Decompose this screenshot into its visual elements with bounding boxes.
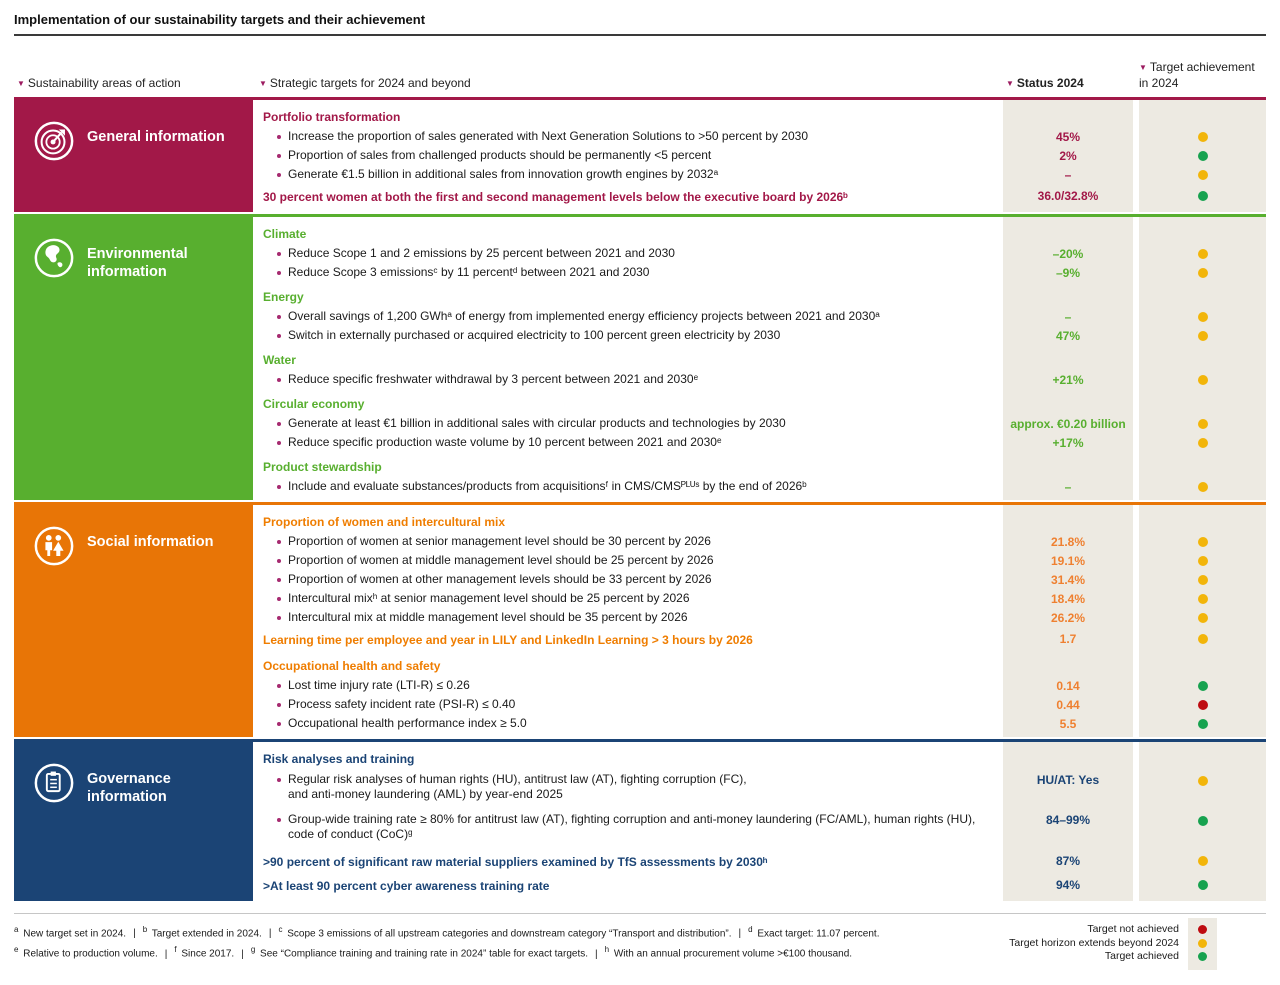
target-row [263, 433, 1003, 452]
status-value [1005, 282, 1131, 307]
column-header-status [1003, 76, 1133, 90]
status-value: +17% [1052, 435, 1084, 450]
page-title: Implementation of our sustainability targets and their achievement [14, 12, 1266, 36]
achievement-cell [1139, 676, 1266, 695]
status-dot-yellow [1198, 419, 1208, 429]
status-dot-yellow [1198, 268, 1208, 278]
bullet-icon [277, 703, 281, 707]
table-header-row [14, 60, 1266, 90]
target-text: Reduce Scope 3 emissionsᶜ by 11 percentᵈ between 2021 and 2030 [288, 265, 650, 279]
bullet-icon [277, 485, 281, 489]
achievement-cell [1139, 263, 1266, 282]
bullet-icon [277, 441, 281, 445]
target-text: Proportion of women and intercultural mix [263, 515, 506, 529]
target-text: Generate €1.5 billion in additional sales from innovation growth engines by 2032ᵃ [288, 167, 719, 181]
bullet-icon [277, 135, 281, 139]
achievement-cell [1139, 714, 1266, 733]
achievement-column [1139, 505, 1266, 737]
target-text: Intercultural mix at middle management level should be 35 percent by 2026 [288, 610, 688, 624]
footnote-marker: h [604, 945, 610, 955]
legend-label: Target horizon extends beyond 2024 [1009, 936, 1179, 949]
target-row [263, 414, 1003, 433]
target-row [263, 695, 1003, 714]
footnote-text: Relative to production volume. [20, 948, 158, 960]
footnote-marker: a [14, 925, 19, 934]
achievement-column [1139, 742, 1266, 901]
target-text: Reduce Scope 1 and 2 emissions by 25 percent between 2021 and 2030 [288, 246, 675, 260]
target-text: Circular economy [263, 397, 365, 411]
target-row [263, 184, 1003, 208]
globe-icon [33, 237, 75, 279]
footnote-separator: | [268, 928, 272, 940]
legend-dot-green [1198, 952, 1207, 961]
status-column [1003, 100, 1133, 212]
target-text: >90 percent of significant raw material suppliers examined by TfS assessments by 2030ʰ [263, 855, 768, 869]
target-subhead [263, 219, 1003, 244]
target-text: Climate [263, 227, 307, 241]
footnote-text: Scope 3 emissions of all upstream categories and downstream category “Transport and distribution”. [284, 928, 732, 940]
status-dot-yellow [1198, 575, 1208, 585]
achievement-cell [1139, 873, 1266, 897]
status-dot-yellow [1198, 776, 1208, 786]
status-value [1005, 389, 1131, 414]
target-text [288, 772, 747, 802]
achievement-cell [1139, 282, 1266, 307]
status-column [1003, 505, 1133, 737]
footnote-line [14, 922, 954, 942]
sort-triangle-icon: ▼ [17, 79, 25, 88]
target-row [263, 532, 1003, 551]
column-header-status-label: Status 2024 [1016, 76, 1084, 90]
target-row [263, 263, 1003, 282]
target-row [263, 244, 1003, 263]
target-row [263, 146, 1003, 165]
status-dot-yellow [1198, 634, 1208, 644]
status-value: – [1064, 309, 1072, 324]
target-text: Reduce specific freshwater withdrawal by 3 percent between 2021 and 2030ᵉ [288, 372, 699, 386]
achievement-cell [1139, 452, 1266, 477]
status-value: 0.44 [1056, 697, 1080, 712]
legend-dot-yellow [1198, 939, 1207, 948]
target-subhead [263, 282, 1003, 307]
status-value [1005, 102, 1131, 127]
section-governance [14, 739, 1266, 901]
status-value: 87% [1055, 854, 1081, 868]
status-dot-yellow [1198, 594, 1208, 604]
status-value: 31.4% [1050, 572, 1086, 587]
target-text: Overall savings of 1,200 GWhᵃ of energy from implemented energy efficiency projects between 2021 and 2030ᵃ [288, 309, 880, 323]
target-text: Lost time injury rate (LTI-R) ≤ 0.26 [288, 678, 470, 692]
achievement-cell [1139, 849, 1266, 873]
achievement-cell [1139, 651, 1266, 676]
achievement-cell [1139, 551, 1266, 570]
footnote-separator: | [595, 948, 598, 960]
column-header-achievement-line1: Target achievement [1149, 60, 1255, 74]
target-text: Occupational health and safety [263, 659, 441, 673]
achievement-cell [1139, 744, 1266, 769]
status-value [1005, 345, 1131, 370]
bullet-icon [277, 540, 281, 544]
status-dot-green [1198, 816, 1208, 826]
legend-dot-row [1198, 937, 1207, 951]
bullet-icon [277, 378, 281, 382]
status-dot-green [1198, 681, 1208, 691]
footnote-marker: d [748, 925, 753, 934]
legend [1009, 918, 1217, 970]
target-text: Process safety incident rate (PSI-R) ≤ 0.40 [288, 697, 516, 711]
status-dot-yellow [1198, 556, 1208, 566]
achievement-cell [1139, 370, 1266, 389]
target-row [263, 676, 1003, 695]
bullet-icon [277, 315, 281, 319]
clipboard-icon [33, 762, 75, 804]
target-subhead [263, 452, 1003, 477]
status-column [1003, 217, 1133, 500]
footnote-marker: e [14, 945, 19, 955]
target-row [263, 165, 1003, 184]
achievement-cell [1139, 219, 1266, 244]
achievement-cell [1139, 102, 1266, 127]
achievement-cell [1139, 165, 1266, 184]
section-label-social [14, 505, 253, 737]
column-header-achievement [1139, 60, 1266, 90]
legend-dot-red [1198, 925, 1207, 934]
bullet-icon [277, 616, 281, 620]
target-row [263, 326, 1003, 345]
status-column [1003, 742, 1133, 901]
target-row [263, 370, 1003, 389]
status-value: 0.14 [1056, 678, 1080, 693]
target-text-line1: Group-wide training rate ≥ 80% for antitrust law (AT), fighting corruption and anti-money laundering (FC/AML), human rights (HU), [288, 812, 976, 826]
achievement-cell [1139, 307, 1266, 326]
targets-column [257, 217, 1003, 500]
section-title: Social information [87, 534, 214, 550]
status-dot-yellow [1198, 537, 1208, 547]
sort-triangle-icon: ▼ [259, 79, 267, 88]
target-row [263, 477, 1003, 496]
target-row [263, 589, 1003, 608]
target-subhead [263, 102, 1003, 127]
achievement-cell [1139, 345, 1266, 370]
target-text-line2: and anti-money laundering (AML) by year-end 2025 [288, 787, 563, 801]
achievement-column [1139, 217, 1266, 500]
achievement-cell [1139, 146, 1266, 165]
footnotes-area [14, 913, 1266, 963]
column-header-targets [257, 76, 1003, 90]
status-dot-red [1198, 700, 1208, 710]
status-dot-yellow [1198, 482, 1208, 492]
target-row [263, 714, 1003, 733]
status-value [1005, 744, 1131, 769]
footnote-text: Target extended in 2024. [149, 928, 262, 940]
legend-labels [1009, 918, 1188, 970]
target-text: Energy [263, 290, 304, 304]
status-value: approx. €0.20 billion [1010, 416, 1126, 431]
achievement-cell [1139, 389, 1266, 414]
legend-dot-row [1198, 950, 1207, 964]
status-dot-green [1198, 719, 1208, 729]
target-text: Risk analyses and training [263, 752, 415, 766]
target-text: Occupational health performance index ≥ 5.0 [288, 716, 527, 730]
footnote-separator: | [164, 948, 168, 960]
status-value: – [1064, 479, 1072, 494]
target-subhead [263, 744, 1003, 769]
footnote-text: Exact target: 11.07 percent. [754, 928, 880, 940]
footnote-separator: | [738, 928, 742, 940]
achievement-cell [1139, 608, 1266, 627]
bullet-icon [277, 684, 281, 688]
footnote-text: With an annual procurement volume >€100 thousand. [611, 948, 853, 960]
achievement-cell [1139, 244, 1266, 263]
target-subhead [263, 345, 1003, 370]
bullet-icon [277, 559, 281, 563]
footnote-separator: | [241, 948, 244, 960]
status-dot-green [1198, 191, 1208, 201]
target-row [263, 127, 1003, 146]
section-title: Governance information [87, 771, 171, 805]
target-row [263, 551, 1003, 570]
section-social [14, 502, 1266, 737]
target-row [263, 570, 1003, 589]
status-value: 26.2% [1050, 610, 1086, 625]
footnote-marker: f [174, 945, 177, 955]
status-value: 94% [1055, 878, 1081, 892]
achievement-cell [1139, 809, 1266, 849]
bullet-icon [277, 578, 281, 582]
target-text: Reduce specific production waste volume by 10 percent between 2021 and 2030ᵉ [288, 435, 722, 449]
column-header-areas-label: Sustainability areas of action [27, 76, 181, 90]
target-text: Learning time per employee and year in LILY and LinkedIn Learning > 3 hours by 2026 [263, 633, 753, 647]
legend-dot-row [1198, 923, 1207, 937]
status-dot-yellow [1198, 312, 1208, 322]
target-text: Portfolio transformation [263, 110, 401, 124]
bullet-icon [277, 154, 281, 158]
target-row [263, 627, 1003, 651]
bullet-icon [277, 271, 281, 275]
footnote-text: New target set in 2024. [20, 928, 127, 940]
status-value: 36.0/32.8% [1037, 189, 1099, 203]
footnote-text: See “Compliance training and training rate in 2024” table for exact targets. [257, 948, 589, 960]
target-row [263, 307, 1003, 326]
target-text: Proportion of women at middle management level should be 25 percent by 2026 [288, 553, 714, 567]
status-dot-yellow [1198, 375, 1208, 385]
status-dot-yellow [1198, 132, 1208, 142]
status-dot-green [1198, 151, 1208, 161]
target-row [263, 608, 1003, 627]
target-subhead [263, 389, 1003, 414]
achievement-cell [1139, 507, 1266, 532]
achievement-cell [1139, 695, 1266, 714]
status-value [1005, 651, 1131, 676]
target-icon [33, 120, 75, 162]
target-text-line1: Regular risk analyses of human rights (HU), antitrust law (AT), fighting corruption (FC), [288, 772, 747, 786]
targets-column [257, 100, 1003, 212]
column-header-areas [14, 76, 253, 90]
achievement-cell [1139, 477, 1266, 496]
status-dot-yellow [1198, 331, 1208, 341]
achievement-cell [1139, 433, 1266, 452]
status-dot-yellow [1198, 249, 1208, 259]
achievement-cell [1139, 326, 1266, 345]
status-value: 19.1% [1050, 553, 1086, 568]
footnote-marker: b [142, 925, 148, 934]
status-value: 1.7 [1059, 632, 1077, 646]
bullet-icon [277, 173, 281, 177]
legend-dots [1188, 918, 1217, 970]
section-title: Environmental information [87, 246, 188, 280]
targets-column [257, 742, 1003, 901]
target-row [263, 873, 1003, 897]
target-text: Switch in externally purchased or acquired electricity to 100 percent green electricity by 2030 [288, 328, 781, 342]
status-dot-yellow [1198, 170, 1208, 180]
status-value: +21% [1052, 372, 1084, 387]
status-value: 5.5 [1059, 716, 1077, 731]
section-general [14, 97, 1266, 212]
bullet-icon [277, 818, 281, 822]
section-environmental [14, 214, 1266, 500]
target-row [263, 769, 1003, 809]
status-value: 84–99% [1045, 813, 1091, 827]
status-value [1005, 452, 1131, 477]
section-title: General information [87, 129, 225, 145]
target-text: Intercultural mixʰ at senior management level should be 25 percent by 2026 [288, 591, 690, 605]
target-text-line2: code of conduct (CoC)ᵍ [288, 827, 413, 841]
status-dot-yellow [1198, 856, 1208, 866]
footnote-marker: g [250, 945, 256, 955]
achievement-cell [1139, 184, 1266, 208]
status-value [1005, 507, 1131, 532]
footnote-separator: | [133, 928, 136, 940]
target-text: 30 percent women at both the first and second management levels below the executive board by 2026ᵇ [263, 190, 848, 204]
status-value: HU/AT: Yes [1036, 773, 1100, 787]
section-label-general [14, 100, 253, 212]
achievement-cell [1139, 570, 1266, 589]
bullet-icon [277, 422, 281, 426]
legend-label: Target achieved [1104, 950, 1179, 962]
target-subhead [263, 507, 1003, 532]
achievement-cell [1139, 414, 1266, 433]
achievement-cell [1139, 627, 1266, 651]
target-text [288, 812, 975, 842]
status-value: –20% [1052, 246, 1084, 261]
target-text: Generate at least €1 billion in additional sales with circular products and technologies by 2030 [288, 416, 786, 430]
target-row [263, 809, 1003, 849]
footnote-marker: c [278, 925, 283, 934]
sort-triangle-icon: ▼ [1006, 79, 1014, 88]
status-dot-green [1198, 880, 1208, 890]
achievement-cell [1139, 589, 1266, 608]
status-value: –9% [1055, 265, 1081, 280]
footnote-text: Since 2017. [178, 948, 235, 960]
achievement-column [1139, 100, 1266, 212]
target-row [263, 849, 1003, 873]
status-value: 47% [1055, 328, 1081, 343]
legend-label: Target not achieved [1087, 923, 1179, 935]
achievement-cell [1139, 127, 1266, 146]
target-text: Include and evaluate substances/products from acquisitionsᶠ in CMS/CMSᴾᴸᵁˢ by the end of 2026ᵇ [288, 479, 807, 493]
footnote-line [14, 942, 954, 962]
achievement-cell [1139, 769, 1266, 809]
bullet-icon [277, 778, 281, 782]
people-icon [33, 525, 75, 567]
bullet-icon [277, 597, 281, 601]
target-subhead [263, 651, 1003, 676]
achievement-cell [1139, 532, 1266, 551]
sort-triangle-icon: ▼ [1139, 63, 1147, 72]
status-value: 45% [1055, 129, 1081, 144]
target-text: Proportion of women at other management levels should be 33 percent by 2026 [288, 572, 712, 586]
column-header-targets-label: Strategic targets for 2024 and beyond [269, 76, 471, 90]
bullet-icon [277, 252, 281, 256]
status-value [1005, 219, 1131, 244]
targets-column [257, 505, 1003, 737]
section-label-governance [14, 742, 253, 901]
status-dot-yellow [1198, 613, 1208, 623]
target-text: Water [263, 353, 296, 367]
status-value: 21.8% [1050, 534, 1086, 549]
target-text: >At least 90 percent cyber awareness training rate [263, 879, 550, 893]
section-label-environmental [14, 217, 253, 500]
status-value: 18.4% [1050, 591, 1086, 606]
status-value: – [1064, 167, 1072, 182]
target-text: Proportion of women at senior management level should be 30 percent by 2026 [288, 534, 711, 548]
sections-container [14, 97, 1266, 901]
bullet-icon [277, 334, 281, 338]
target-text: Product stewardship [263, 460, 382, 474]
target-text: Proportion of sales from challenged products should be permanently <5 percent [288, 148, 712, 162]
column-header-achievement-line2: in 2024 [1139, 76, 1179, 90]
bullet-icon [277, 722, 281, 726]
target-text: Increase the proportion of sales generated with Next Generation Solutions to >50 percent by 2030 [288, 129, 808, 143]
status-value: 2% [1059, 148, 1077, 163]
status-dot-yellow [1198, 438, 1208, 448]
